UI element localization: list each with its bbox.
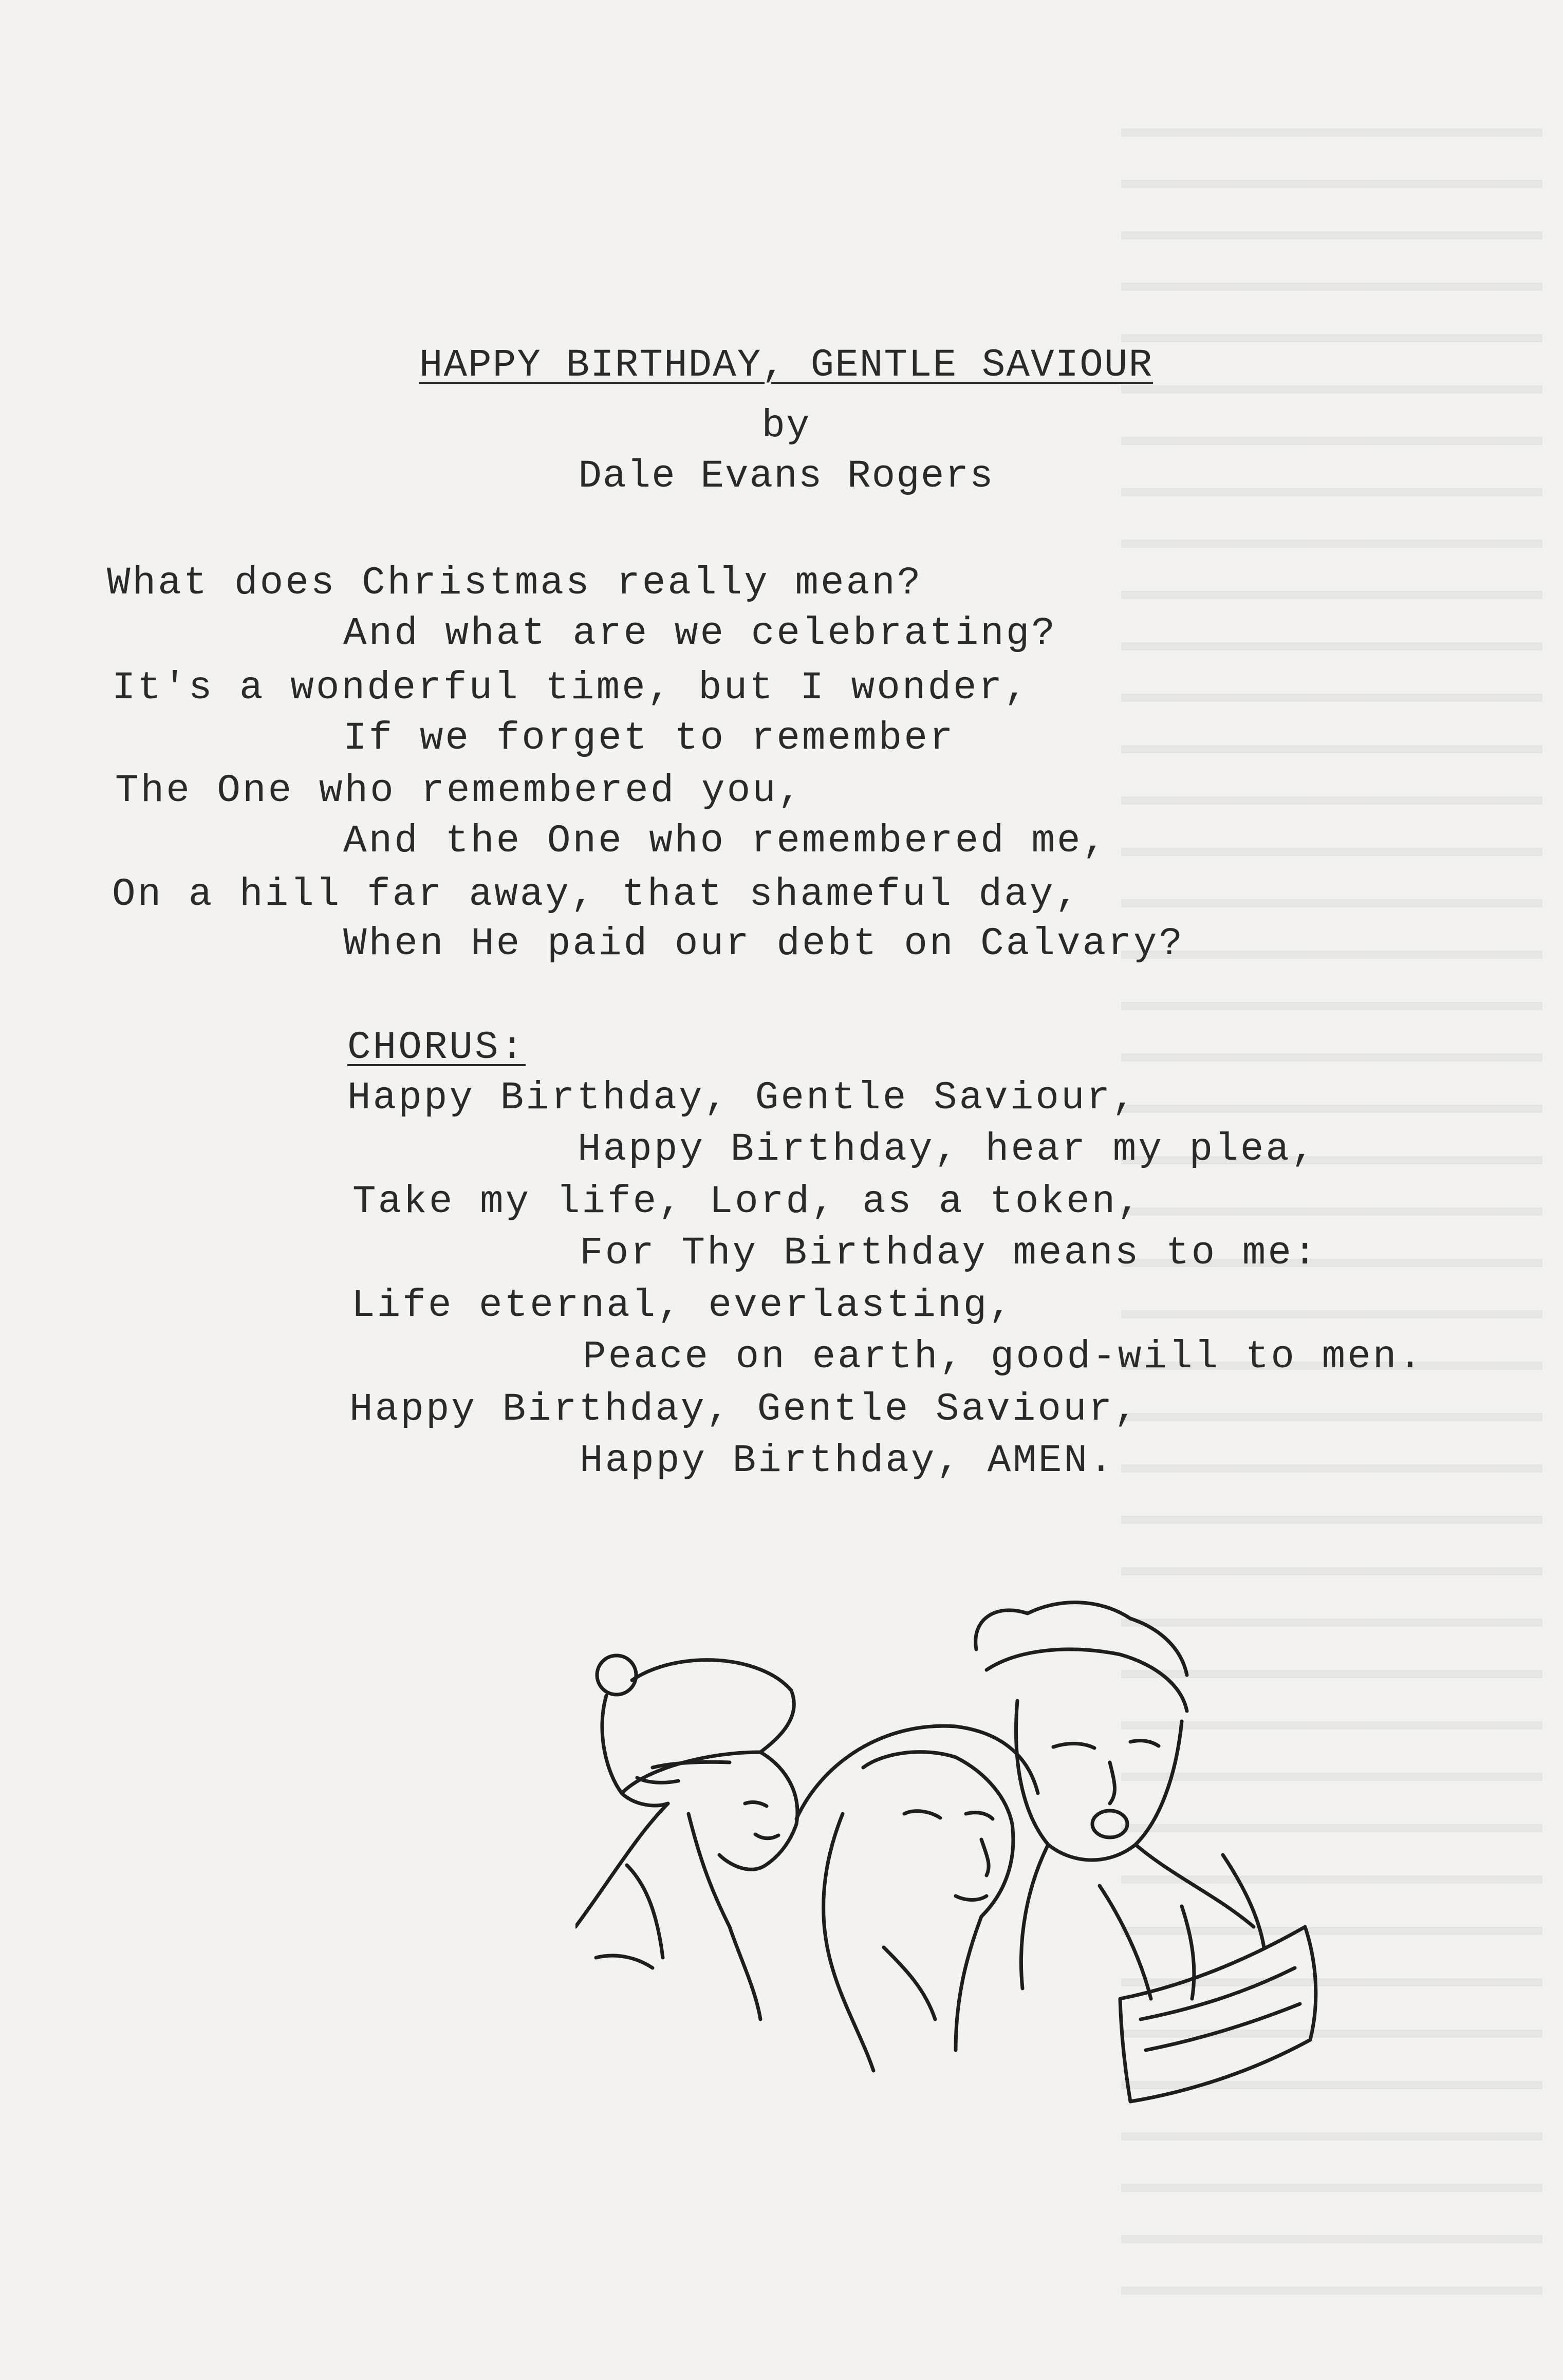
chorus-line: For Thy Birthday means to me:: [580, 1231, 1319, 1275]
author-name: Dale Evans Rogers: [578, 454, 994, 498]
verse-line: On a hill far away, that shameful day,: [112, 872, 1081, 917]
chorus-line: Happy Birthday, hear my plea,: [578, 1127, 1317, 1172]
verse-line: The One who remembered you,: [115, 769, 804, 813]
chorus-line: Happy Birthday, Gentle Saviour,: [347, 1076, 1138, 1120]
carolers-illustration-icon: [575, 1598, 1367, 2122]
verse-line: And the One who remembered me,: [343, 819, 1108, 863]
by-line: by: [761, 404, 811, 448]
chorus-line: Happy Birthday, AMEN.: [580, 1439, 1115, 1483]
chorus-line: Peace on earth, good-will to men.: [583, 1335, 1424, 1379]
chorus-label: CHORUS:: [347, 1026, 526, 1070]
verse-line: And what are we celebrating?: [343, 611, 1057, 656]
chorus-line: Happy Birthday, Gentle Saviour,: [349, 1387, 1140, 1431]
verse-line: It's a wonderful time, but I wonder,: [112, 666, 1030, 710]
verse-line: When He paid our debt on Calvary?: [343, 922, 1185, 966]
chorus-line: Life eternal, everlasting,: [351, 1284, 1014, 1328]
verse-line: What does Christmas really mean?: [107, 561, 923, 605]
chorus-line: Take my life, Lord, as a token,: [352, 1180, 1143, 1224]
verse-line: If we forget to remember: [343, 716, 955, 760]
song-title: HAPPY BIRTHDAY, GENTLE SAVIOUR: [419, 343, 1153, 387]
